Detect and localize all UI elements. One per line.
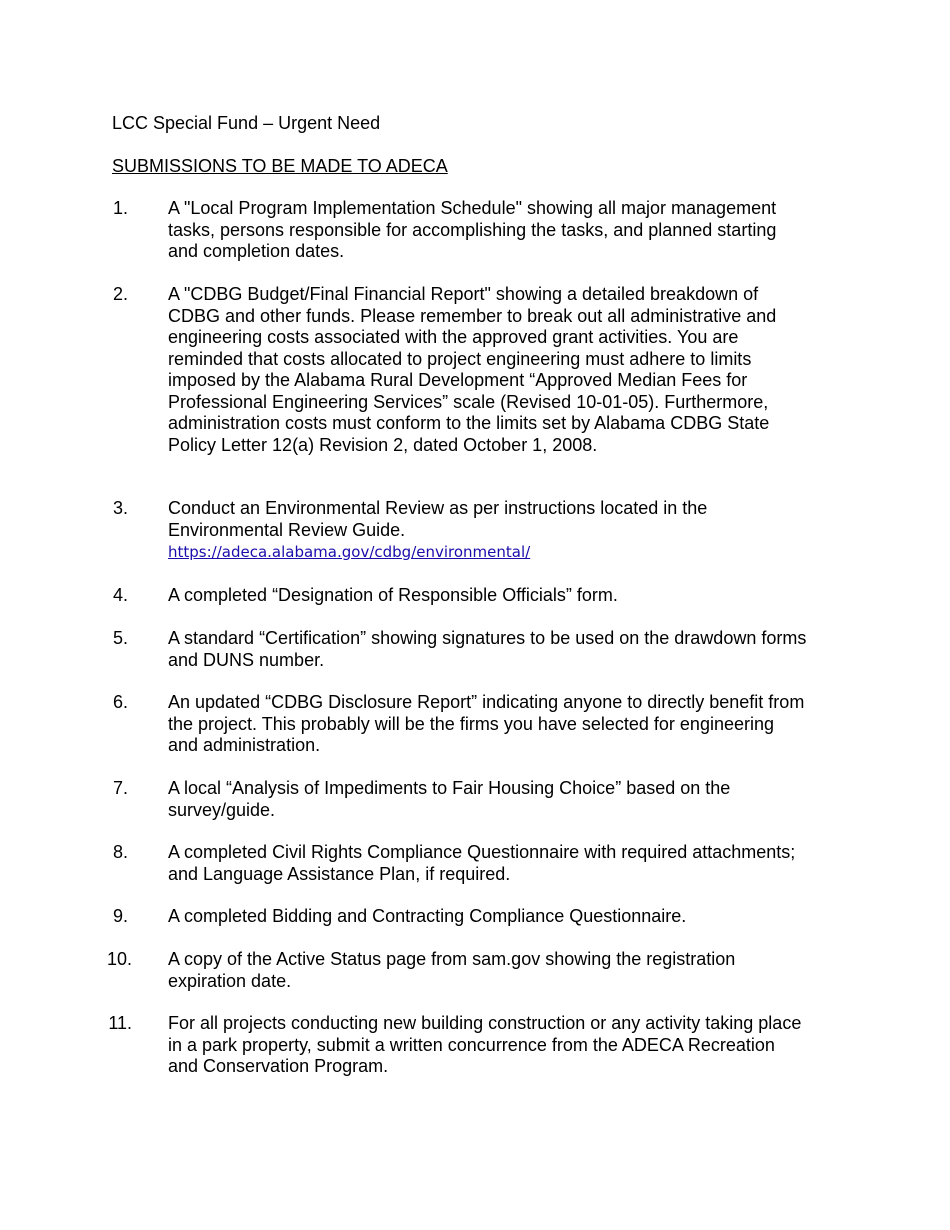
item-number: 8. <box>112 842 128 862</box>
item-number: 6. <box>112 692 128 712</box>
item-text: A local “Analysis of Impediments to Fair Housing Choice” based on the survey/guide. <box>168 778 731 820</box>
item-number: 4. <box>112 585 128 605</box>
document-title: LCC Special Fund – Urgent Need <box>112 113 381 133</box>
item-text: A completed Bidding and Contracting Compliance Questionnaire. <box>168 906 687 926</box>
item-number: 10. <box>106 949 132 969</box>
item-number: 7. <box>112 778 128 798</box>
item-text: Conduct an Environmental Review as per instructions located in the Environmental Review Guide. <box>168 498 708 540</box>
item-number: 3. <box>112 498 128 518</box>
item-number: 5. <box>112 628 128 648</box>
item-text: For all projects conducting new building construction or any activity taking place in a park property, submit a written concurrence from the ADECA Recreation and Conservation Program. <box>168 1013 802 1076</box>
item-number: 2. <box>112 284 128 304</box>
section-heading: SUBMISSIONS TO BE MADE TO ADECA <box>112 156 448 176</box>
item-number: 9. <box>112 906 128 926</box>
item-number: 1. <box>112 198 128 218</box>
item-text: A copy of the Active Status page from sam.gov showing the registration expiration date. <box>168 949 736 991</box>
environmental-review-link[interactable]: https://adeca.alabama.gov/cdbg/environmental/ <box>168 543 531 561</box>
item-number: 11. <box>108 1013 132 1033</box>
item-text: A "Local Program Implementation Schedule" showing all major management tasks, persons responsible for accomplishing the tasks, and planned starting and completion dates. <box>168 198 777 261</box>
item-text: An updated “CDBG Disclosure Report” indicating anyone to directly benefit from the project. This probably will be the firms you have selected for engineering and administration. <box>168 692 805 755</box>
item-text: A completed Civil Rights Compliance Questionnaire with required attachments; and Language Assistance Plan, if required. <box>168 842 796 884</box>
item-text: A "CDBG Budget/Final Financial Report" showing a detailed breakdown of CDBG and other funds. Please remember to break out all administrative and engineering costs associated with the approved grant activities. You are reminded that costs allocated to project engineering must adhere to limits imposed by the Alabama Rural Development “Approved Median Fees for Professional Engineering Services” scale (Revised 10-01-05). Furthermore, administration costs must conform to the limits set by Alabama CDBG State Policy Letter 12(a) Revision 2, dated October 1, 2008. <box>168 284 777 455</box>
item-body <box>168 498 808 562</box>
item-text: A standard “Certification” showing signatures to be used on the drawdown forms and DUNS number. <box>168 628 807 670</box>
item-text: A completed “Designation of Responsible Officials” form. <box>168 585 618 605</box>
